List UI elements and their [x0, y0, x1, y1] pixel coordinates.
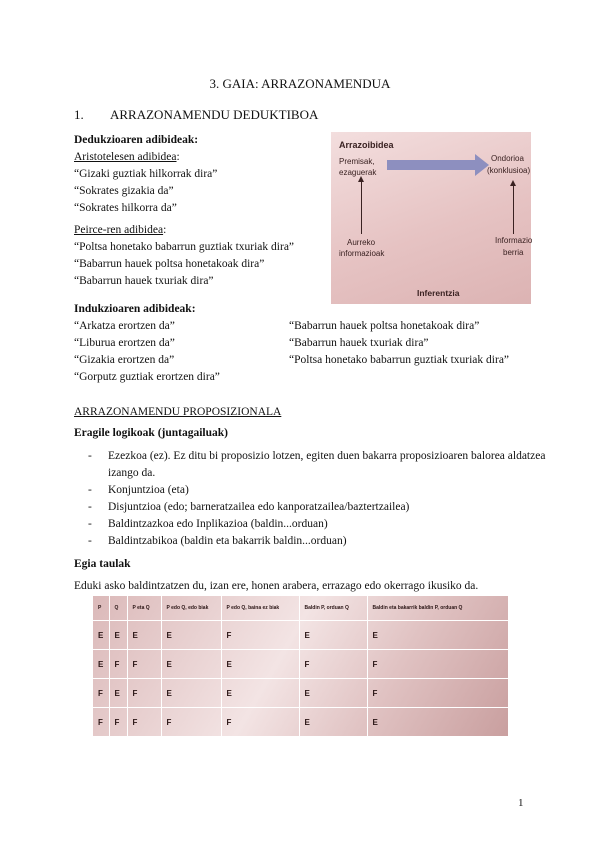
inductive-examples [74, 301, 220, 386]
table-cell: E [299, 708, 367, 737]
inductive-left-line: “Gizakia erortzen da” [74, 354, 175, 366]
arrow-up-line-left [361, 178, 362, 234]
table-cell: E [109, 679, 127, 708]
table-cell: E [161, 679, 221, 708]
diagram-premises-label: Premisak, [339, 157, 375, 166]
column-header: Baldin eta bakarrik baldin P, orduan Q [372, 605, 463, 611]
table-cell: E [299, 621, 367, 650]
inductive-left-line: “Arkatza erortzen da” [74, 320, 175, 332]
peirce-line: “Poltsa honetako babarrun guztiak txuriak dira” [74, 241, 295, 253]
section-heading [74, 107, 318, 123]
table-cell: E [161, 650, 221, 679]
table-cell: F [93, 708, 109, 737]
table-cell: F [127, 650, 161, 679]
table-cell: E [221, 650, 299, 679]
deductive-examples: Dedukzioaren adibideak: Aristotelesen adibidea: “Gizaki guztiak hilkorrak dira” “Sokrates gizakia da” “Sokrates hilkorra da” Peirce-ren adibidea: “Poltsa honetako babarrun guztiak txuriak dira” “Babarrun hauek poltsa honetakoak dira” “Babarrun hauek txuriak dira” [74, 132, 294, 290]
peirce-line: “Babarrun hauek poltsa honetakoak dira” [74, 258, 265, 270]
column-header: P eta Q [127, 596, 161, 621]
aristotle-line: “Gizaki guztiak hilkorrak dira” [74, 168, 218, 180]
list-item: - Baldintzabikoa (baldin eta bakarrik baldin...orduan) [88, 533, 548, 550]
table-cell: F [109, 708, 127, 737]
arrow-up-icon [358, 176, 364, 182]
column-header: P [93, 596, 109, 621]
truth-tables-heading: Egia taulak [74, 558, 131, 570]
deductive-heading: Dedukzioaren adibideak: [74, 134, 199, 146]
reasoning-diagram [331, 132, 531, 304]
diagram-prior-info-sub: informazioak [339, 249, 385, 258]
diagram-prior-info-label: Aurreko [347, 238, 376, 247]
table-row [93, 679, 508, 708]
table-cell: F [367, 679, 508, 708]
list-item: - Ezezkoa (ez). Ez ditu bi proposizio lotzen, egiten duen bakarra proposizioaren balorea aldatzea izango da. [88, 448, 548, 482]
peirce-line: “Babarrun hauek txuriak dira” [74, 275, 214, 287]
table-cell: E [161, 621, 221, 650]
diagram-new-info-sub: berria [503, 248, 524, 257]
table-cell: F [127, 708, 161, 737]
aristotle-label: Aristotelesen adibidea [74, 151, 177, 163]
aristotle-line: “Sokrates hilkorra da” [74, 202, 177, 214]
table-cell: F [221, 708, 299, 737]
operators-heading: Eragile logikoak (juntagailuak) [74, 427, 228, 439]
column-header: P edo Q, edo biak [161, 596, 221, 621]
table-cell: F [367, 650, 508, 679]
table-cell: E [221, 679, 299, 708]
table-cell: F [127, 679, 161, 708]
operators-list [88, 448, 548, 550]
inductive-left-line: “Liburua erortzen da” [74, 337, 175, 349]
column-header: Baldin P, orduan Q [299, 596, 367, 621]
aristotle-line: “Sokrates gizakia da” [74, 185, 174, 197]
diagram-inference-label: Inferentzia [417, 288, 460, 298]
arrow-up-icon [510, 180, 516, 186]
table-cell: F [93, 679, 109, 708]
inductive-heading: Indukzioaren adibideak: [74, 303, 196, 315]
list-item: - Disjuntzioa (edo; barneratzailea edo kanporatzailea/baztertzailea) [88, 499, 548, 516]
table-cell: F [221, 621, 299, 650]
inductive-left-line: “Gorputz guztiak erortzen dira” [74, 371, 220, 383]
table-cell: E [109, 621, 127, 650]
section-number: 1. [74, 107, 84, 122]
table-cell: E [367, 621, 508, 650]
page-number: 1 [518, 797, 524, 809]
section-title: ARRAZONAMENDU DEDUKTIBOA [110, 107, 319, 122]
table-cell: F [161, 708, 221, 737]
table-cell: E [93, 621, 109, 650]
table-row [93, 650, 508, 679]
inductive-right-line: “Poltsa honetako babarrun guztiak txuriak dira” [289, 354, 510, 366]
inductive-right-line: “Babarrun hauek poltsa honetakoak dira” [289, 320, 480, 332]
diagram-conclusion-sub: (konklusioa) [487, 166, 531, 175]
arrow-right-icon [387, 160, 475, 170]
column-header: P edo Q, baina ez biak [221, 596, 299, 621]
diagram-new-info-label: Informazio [495, 236, 533, 245]
table-cell: E [93, 650, 109, 679]
list-item: - Konjuntzioa (eta) [88, 482, 548, 499]
propositional-heading: ARRAZONAMENDU PROPOSIZIONALA [74, 406, 282, 418]
diagram-conclusion-label: Ondorioa [491, 154, 524, 163]
inductive-right-column [289, 318, 509, 369]
column-header: Q [109, 596, 127, 621]
truth-table [93, 596, 508, 736]
truth-tables-intro: Eduki asko baldintzatzen du, izan ere, honen arabera, errazago edo okerrago ikusiko da. [74, 580, 479, 592]
table-row [93, 621, 508, 650]
table-cell: E [367, 708, 508, 737]
table-row [93, 708, 508, 737]
peirce-label: Peirce-ren adibidea [74, 224, 164, 236]
arrow-up-line-right [513, 182, 514, 234]
table-cell: E [299, 679, 367, 708]
table-cell: F [109, 650, 127, 679]
page-title: 3. GAIA: ARRAZONAMENDUA [209, 76, 391, 91]
list-item: - Baldintzazkoa edo Inplikazioa (baldin...orduan) [88, 516, 548, 533]
table-cell: E [127, 621, 161, 650]
inductive-right-line: “Babarrun hauek txuriak dira” [289, 337, 429, 349]
diagram-knowledge-label: ezaguerak [339, 168, 377, 177]
table-cell: F [299, 650, 367, 679]
table-header-row [93, 596, 508, 621]
diagram-title: Arrazoibidea [339, 140, 394, 150]
